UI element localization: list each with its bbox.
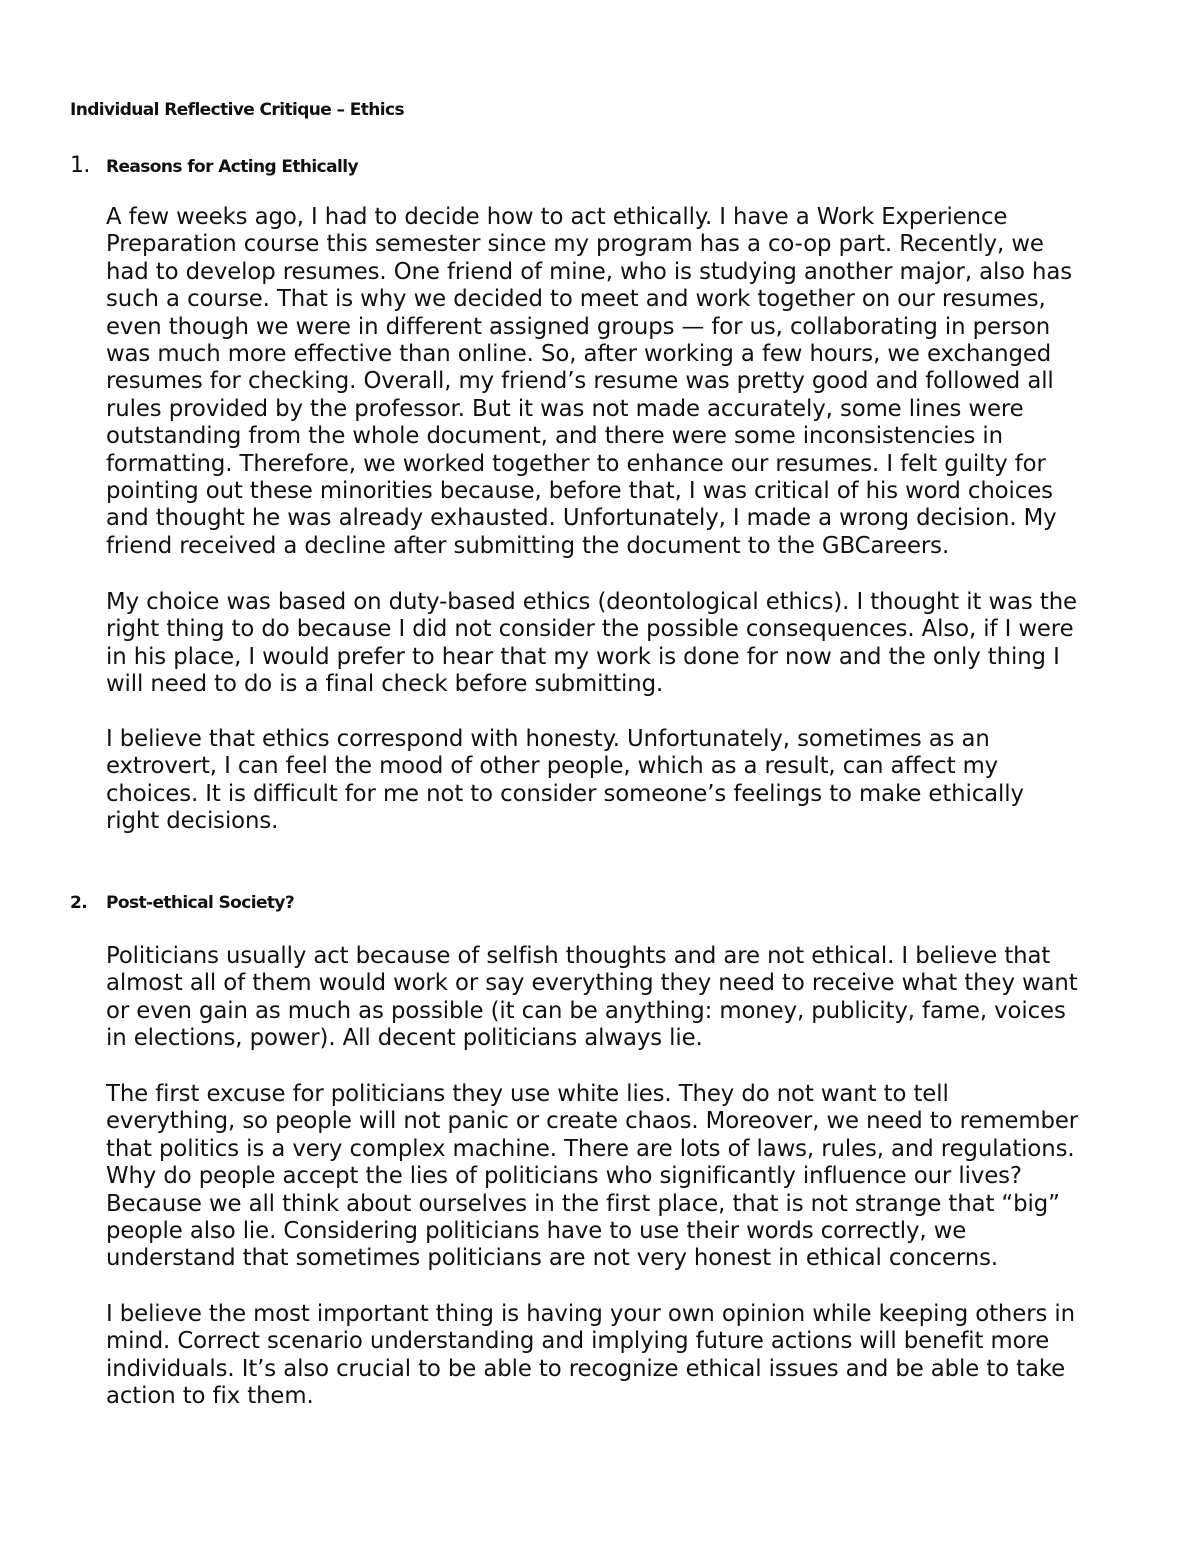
section-2-paragraph-2: [106, 1081, 1136, 1273]
text-line: outstanding from the whole document, and there were some inconsistencies in: [106, 423, 1003, 450]
section-1-number: 1.: [70, 153, 90, 178]
text-line: friend received a decline after submitting the document to the GBCareers.: [106, 532, 950, 559]
text-line: I believe that ethics correspond with honesty. Unfortunately, sometimes as an: [106, 726, 990, 752]
text-line: choices. It is difficult for me not to consider someone’s feelings to make ethically: [106, 780, 1024, 807]
text-line: Preparation course this semester since my program has a co-op part. Recently, we: [106, 231, 1044, 258]
section-2-paragraph-3: [106, 1301, 1136, 1411]
text-line: in his place, I would prefer to hear that my work is done for now and the only thing I: [106, 643, 1060, 670]
text-line: individuals. It’s also crucial to be able to recognize ethical issues and be able to take: [106, 1355, 1066, 1382]
text-line: action to fix them.: [106, 1383, 314, 1410]
text-line: was much more effective than online. So, after working a few hours, we exchanged: [106, 341, 1052, 368]
text-line: right thing to do because I did not consider the possible consequences. Also, if I were: [106, 616, 1074, 643]
section-1-paragraph-2: [106, 589, 1136, 699]
text-line: and thought he was already exhausted. Unfortunately, I made a wrong decision. My: [106, 505, 1057, 532]
text-line: extrovert, I can feel the mood of other people, which as a result, can affect my: [106, 753, 999, 780]
text-line: The first excuse for politicians they use white lies. They do not want to tell: [106, 1081, 949, 1107]
text-line: right decisions.: [106, 808, 279, 835]
text-line: Why do people accept the lies of politicians who significantly influence our lives?: [106, 1163, 1022, 1190]
section-2-heading: [70, 893, 294, 913]
section-1-paragraph-1: [106, 204, 1136, 560]
text-line: pointing out these minorities because, before that, I was critical of his word choices: [106, 478, 1053, 505]
text-line: almost all of them would work or say everything they need to receive what they want: [106, 970, 1078, 997]
text-line: I believe the most important thing is having your own opinion while keeping others in: [106, 1301, 1075, 1327]
section-1-heading: [70, 153, 358, 178]
section-1-paragraph-3: [106, 726, 1136, 836]
text-line: or even gain as much as possible (it can be anything: money, publicity, fame, voices: [106, 997, 1066, 1024]
text-line: that politics is a very complex machine. There are lots of laws, rules, and regulations.: [106, 1135, 1075, 1162]
document-title: Individual Reflective Critique – Ethics: [70, 100, 404, 120]
text-line: mind. Correct scenario understanding and implying future actions will benefit more: [106, 1328, 1050, 1355]
text-line: had to develop resumes. One friend of mine, who is studying another major, also has: [106, 258, 1072, 285]
text-line: Because we all think about ourselves in the first place, that is not strange that “big”: [106, 1190, 1060, 1217]
text-line: even though we were in different assigned groups — for us, collaborating in person: [106, 313, 1051, 340]
text-line: such a course. That is why we decided to meet and work together on our resumes,: [106, 286, 1046, 313]
text-line: rules provided by the professor. But it was not made accurately, some lines were: [106, 395, 1024, 422]
text-line: resumes for checking. Overall, my friend’s resume was pretty good and followed all: [106, 368, 1054, 395]
text-line: people also lie. Considering politicians have to use their words correctly, we: [106, 1218, 967, 1245]
section-1-title: Reasons for Acting Ethically: [106, 157, 358, 177]
text-line: formatting. Therefore, we worked together to enhance our resumes. I felt guilty for: [106, 450, 1046, 477]
section-2-paragraph-1: [106, 943, 1136, 1053]
text-line: My choice was based on duty-based ethics (deontological ethics). I thought it was the: [106, 589, 1077, 615]
text-line: everything, so people will not panic or create chaos. Moreover, we need to remember: [106, 1108, 1079, 1135]
text-line: will need to do is a final check before submitting.: [106, 671, 664, 698]
text-line: A few weeks ago, I had to decide how to act ethically. I have a Work Experience: [106, 204, 1008, 230]
text-line: Politicians usually act because of selfish thoughts and are not ethical. I believe that: [106, 943, 1051, 969]
section-2-title: Post-ethical Society?: [106, 893, 295, 913]
section-2-number: 2.: [70, 893, 88, 913]
text-line: understand that sometimes politicians are not very honest in ethical concerns.: [106, 1245, 999, 1272]
text-line: in elections, power). All decent politicians always lie.: [106, 1025, 703, 1052]
